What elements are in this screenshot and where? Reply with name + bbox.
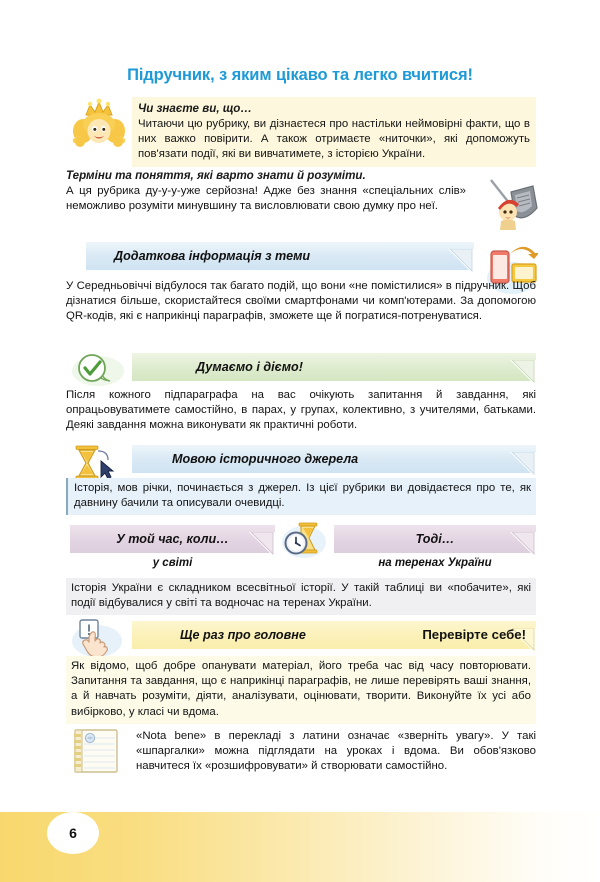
main-again-text-block — [66, 656, 536, 724]
time-table-right-subtitle: на теренах України — [378, 557, 492, 569]
banner-main-again-label: Ще раз про головне — [180, 628, 306, 642]
additional-info-text-block — [66, 279, 536, 325]
knight-icon — [487, 178, 545, 232]
pointing-hand-icon — [70, 617, 124, 659]
notebook-icon — [70, 727, 128, 775]
banner-then-label: Тоді… — [415, 532, 455, 546]
banner-additional-info — [86, 242, 474, 270]
hourglass-icon — [68, 443, 122, 483]
additional-info-text: У Середньовіччі відбулося так багато подій, що вони «не помістилися» в підручник. Щоб дізнатися більше, скористайтеся своїми смартфонами чи комп'ютерами. За допомогою QR-кодів, які є наприкінці параграфів, зможете ще й погратися-потренуватися. — [66, 280, 536, 323]
banner-then — [334, 525, 536, 553]
princess-icon — [66, 98, 132, 156]
banner-main-again-label-row — [132, 621, 536, 649]
page-title: Підручник, з яким цікаво та легко вчитися! — [127, 66, 473, 84]
banner-think-and-act — [132, 353, 536, 381]
banner-main-again — [132, 621, 536, 649]
nota-bene-text: «Nota bene» в перекладі з латини означає «зверніть увагу». У такі «шпаргалки» можна підглядати на уроках і вдома. Ви обов'язково навчитеся їх «розшифровувати» й створювати самостійно. — [136, 730, 536, 773]
banner-historical-source — [132, 445, 536, 473]
check-bubble-icon — [70, 351, 126, 387]
think-and-act-text: Після кожного підпараграфа на вас очікують запитання й завдання, які опрацьовуватимете самостійно, в парах, у групах, колективно, з учителями, батьками. Деякі завдання можна виконувати як практичні роботи. — [66, 389, 536, 432]
banner-at-that-time — [70, 525, 275, 553]
think-and-act-text-block — [66, 388, 536, 434]
terms-heading: Терміни та поняття, які варто знати й розуміти. — [66, 169, 366, 182]
banner-think-and-act-label: Думаємо і діємо! — [196, 360, 303, 374]
time-table-left-subtitle: у світі — [152, 557, 193, 569]
banner-check-yourself-label: Перевірте себе! — [422, 627, 526, 642]
nota-bene-text-block — [136, 729, 536, 775]
banner-historical-source-label: Мовою історичного джерела — [172, 452, 359, 466]
did-you-know-block — [132, 97, 536, 167]
historical-source-quote — [66, 478, 536, 515]
main-again-text: Як відомо, щоб добре опанувати матеріал, його треба час від часу повторювати. Запитання та завдання, що є наприкінці параграфів, не лише перевірять ваші знання, а й навчать розуміти, діяти, аналізувати, оцінювати, творити. Виконуйте їх усі або вибірково, у класі чи вдома. — [71, 660, 531, 718]
time-table-text: Історія України є складником всесвітньої історії. У такій таблиці ви «побачите», які події відбувалися у світі та водночас на теренах України. — [71, 582, 531, 610]
did-you-know-text: Читаючи цю рубрику, ви дізнаєтеся про настільки неймовірні факти, що в них важко повірити. А також отримаєте «ниточки», які допоможуть пов'язати події, які ви вивчатимете, з історією України. — [138, 117, 530, 160]
banner-at-that-time-label: У той час, коли… — [116, 532, 229, 546]
terms-text: А ця рубрика ду-у-у-уже серйозна! Адже без знання «спеціальних слів» неможливо розуміти минувшину та висловлювати свою думку про неї. — [66, 184, 466, 212]
historical-source-text: Історія, мов річки, починається з джерел. Із цієї рубрики ви довідаєтеся про те, як давнину бачили та описували очевидці. — [74, 482, 531, 510]
page-number: 6 — [69, 825, 77, 841]
did-you-know-heading: Чи знаєте ви, що… — [138, 102, 252, 115]
terms-block — [66, 168, 466, 214]
banner-additional-info-label: Додаткова інформація з теми — [114, 249, 311, 263]
clock-hourglass-icon — [281, 521, 327, 559]
time-table-text-block — [66, 578, 536, 615]
